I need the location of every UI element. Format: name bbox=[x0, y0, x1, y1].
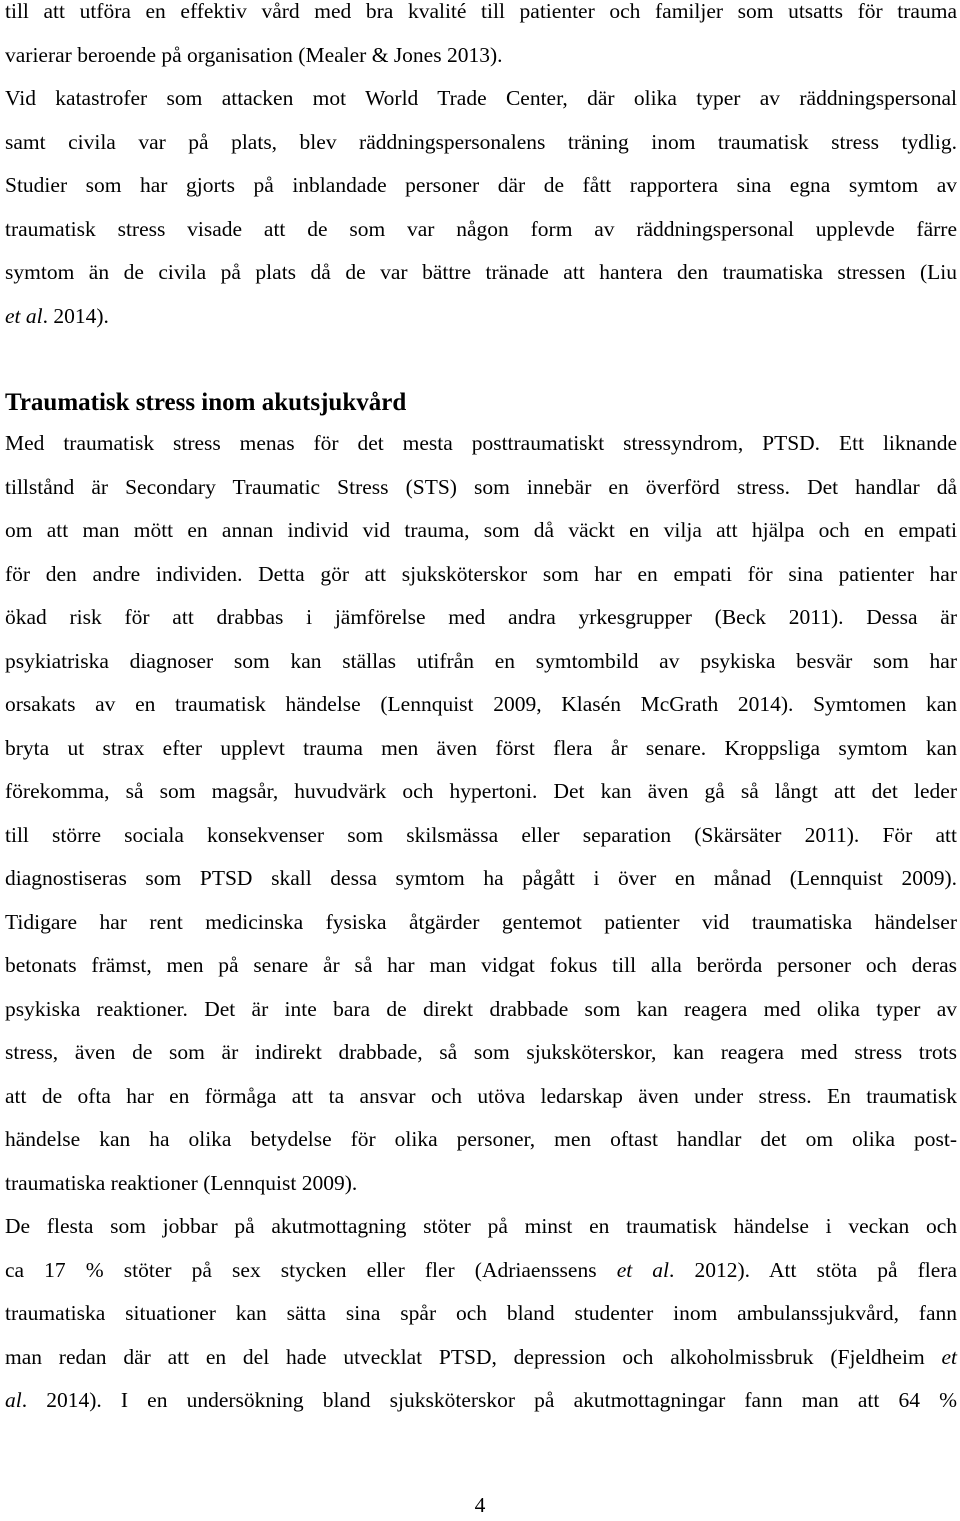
text-span: . 2012). Att stöta på flera bbox=[669, 1257, 957, 1282]
body-paragraph bbox=[5, 0, 957, 338]
text-line: traumatisk stress visade att de som var någon form av räddningspersonal upplevde färre bbox=[5, 216, 957, 241]
page-number: 4 bbox=[474, 1493, 486, 1517]
text-line: förekomma, så som magsår, huvudvärk och hypertoni. Det kan även gå så långt att det leder bbox=[5, 779, 957, 803]
text-line: Vid katastrofer som attacken mot World Trade Center, där olika typer av räddningspersonal bbox=[5, 86, 957, 110]
text-line bbox=[5, 1379, 957, 1423]
citation-et-al: et al bbox=[616, 1257, 670, 1282]
text-line: om att man mött en annan individ vid trauma, som då väckt en vilja att hjälpa och en empati bbox=[5, 518, 957, 542]
text-line: samt civila var på plats, blev räddningspersonalens träning inom traumatisk stress tydlig. bbox=[5, 129, 957, 154]
text-line: Med traumatisk stress menas för det mesta posttraumatiskt stressyndrom, PTSD. Ett liknande bbox=[5, 431, 957, 455]
text-line bbox=[5, 1336, 957, 1380]
citation-et-al: et bbox=[941, 1344, 957, 1369]
text-line: betonats främst, men på senare år så har man vidgat fokus till alla berörda personer och deras bbox=[5, 953, 957, 977]
text-line: De flesta som jobbar på akutmottagning stöter på minst en traumatisk händelse i veckan och bbox=[5, 1214, 957, 1238]
text-line: traumatiska situationer kan sätta sina spår och bland studenter inom ambulanssjukvård, fann bbox=[5, 1301, 957, 1325]
text-line: att de ofta har en förmåga att ta ansvar och utöva ledarskap även under stress. En traumatisk bbox=[5, 1083, 957, 1108]
text-line: diagnostiseras som PTSD skall dessa symtom ha pågått i över en månad (Lennquist 2009). bbox=[5, 866, 957, 890]
text-line: till att utföra en effektiv vård med bra kvalité till patienter och familjer som utsatts för trauma bbox=[5, 0, 957, 23]
body-paragraph bbox=[5, 1205, 957, 1423]
text-line: händelse kan ha olika betydelse för olika personer, men oftast handlar det om olika post- bbox=[5, 1127, 957, 1151]
text-line: stress, även de som är indirekt drabbade, så som sjuksköterskor, kan reagera med stress trots bbox=[5, 1040, 957, 1064]
text-span: . 2014). I en undersökning bland sjuksköterskor på akutmottagningar fann man att 64 % bbox=[21, 1388, 957, 1412]
text-line bbox=[5, 1249, 957, 1293]
text-line: Tidigare har rent medicinska fysiska åtgärder gentemot patienter vid traumatiska händelser bbox=[5, 909, 957, 934]
text-line: varierar beroende på organisation (Mealer & Jones 2013). bbox=[5, 42, 503, 67]
text-span: man redan där att en del hade utvecklat PTSD, depression och alkoholmissbruk (Fjeldheim bbox=[5, 1344, 942, 1369]
text-line bbox=[5, 295, 957, 339]
text-line: ökad risk för att drabbas i jämförelse med andra yrkesgrupper (Beck 2011). Dessa är bbox=[5, 605, 957, 629]
citation-et-al: et al bbox=[5, 303, 43, 328]
section-heading: Traumatisk stress inom akutsjukvård bbox=[5, 389, 407, 416]
document-page bbox=[5, 0, 957, 1423]
text-line: symtom än de civila på plats då de var bättre tränade att hantera den traumatiska stressen (Liu bbox=[5, 260, 957, 284]
text-line: tillstånd är Secondary Traumatic Stress (STS) som innebär en överförd stress. Det handlar då bbox=[5, 474, 957, 499]
citation-text: . 2014). bbox=[42, 303, 109, 328]
text-line: orsakats av en traumatisk händelse (Lennquist 2009, Klasén McGrath 2014). Symtomen kan bbox=[5, 692, 957, 716]
text-line: traumatiska reaktioner (Lennquist 2009). bbox=[5, 1170, 358, 1195]
body-paragraph bbox=[5, 422, 957, 1205]
text-line: bryta ut strax efter upplevt trauma men även först flera år senare. Kroppsliga symtom kan bbox=[5, 735, 957, 760]
text-line: psykiska reaktioner. Det är inte bara de direkt drabbade som kan reagera med olika typer av bbox=[5, 996, 957, 1021]
text-line: Studier som har gjorts på inblandade personer där de fått rapportera sina egna symtom av bbox=[5, 173, 957, 197]
text-span: ca 17 % stöter på sex stycken eller fler (Adriaenssens bbox=[5, 1257, 617, 1282]
text-line: för den andre individen. Detta gör att sjuksköterskor som har en empati för sina patienter har bbox=[5, 561, 957, 586]
text-line: till större sociala konsekvenser som skilsmässa eller separation (Skärsäter 2011). För att bbox=[5, 822, 957, 847]
citation-et-al: al bbox=[5, 1388, 22, 1412]
text-line: psykiatriska diagnoser som kan ställas utifrån en symtombild av psykiska besvär som har bbox=[5, 648, 957, 673]
